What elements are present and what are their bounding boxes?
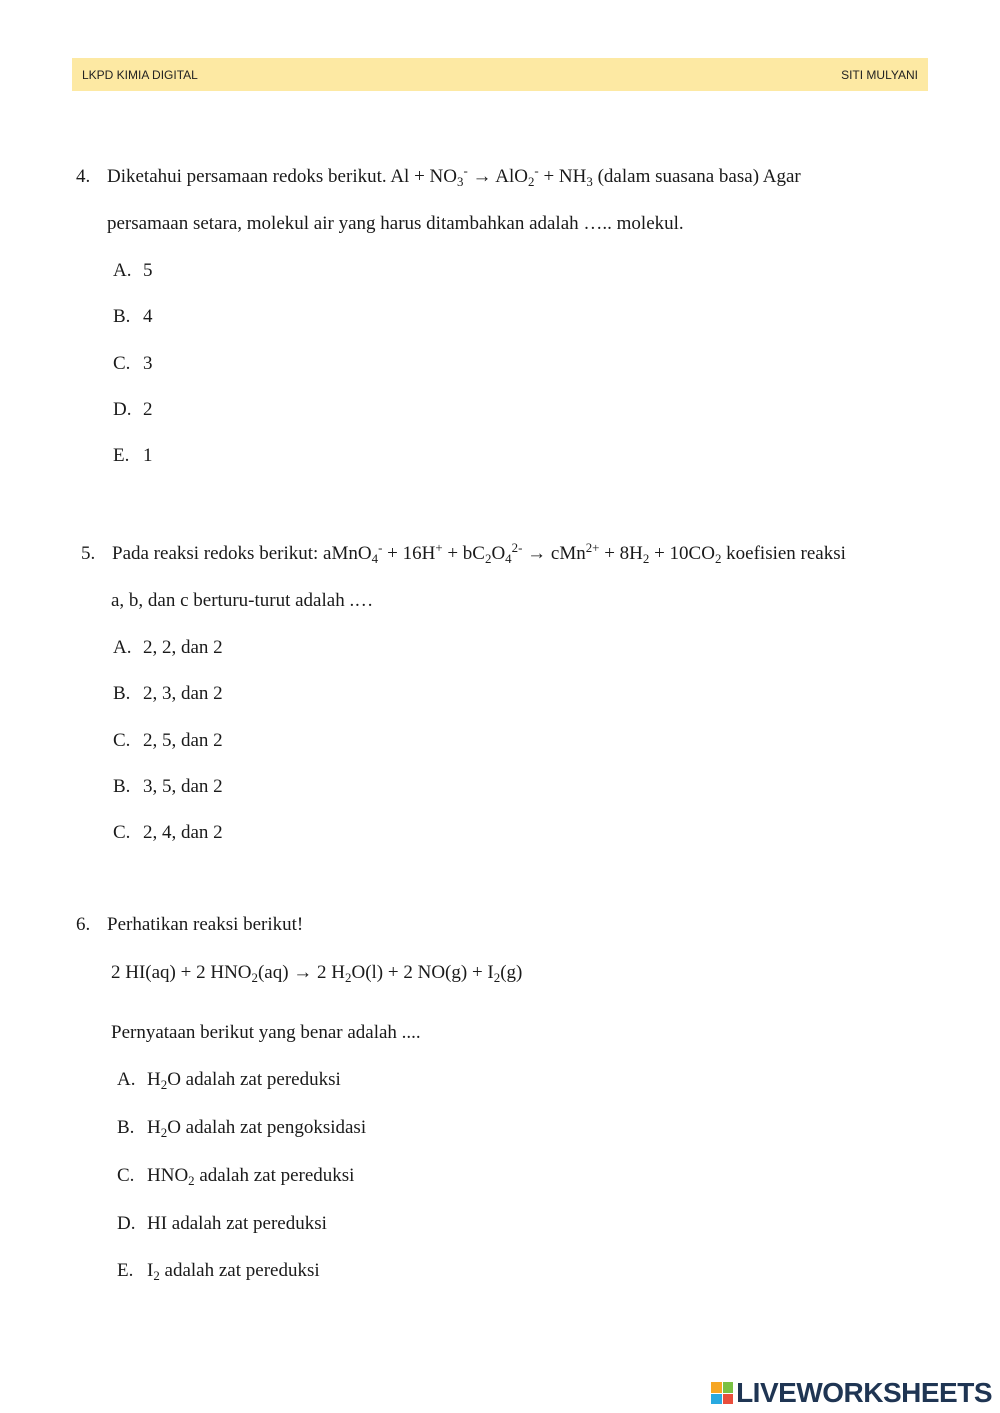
question-6-statement: Pernyataan berikut yang benar adalah .... bbox=[111, 1022, 421, 1043]
header-left-text: LKPD KIMIA DIGITAL bbox=[82, 68, 198, 82]
question-4-line-2: persamaan setara, molekul air yang harus ditambahkan adalah ….. molekul. bbox=[107, 213, 684, 234]
question-6-line-1 bbox=[76, 914, 303, 936]
question-5-line-2: a, b, dan c berturu-turut adalah .… bbox=[111, 590, 374, 611]
question-4-text: Diketahui persamaan redoks berikut. $Al + NO_3^- \to AlO_2^- + NH_3$ (dalam suasana basa) Agar bbox=[107, 162, 801, 189]
page-header bbox=[72, 58, 928, 91]
question-6-equation: 2 HI(aq) + 2 $HNO_2(aq) \to 2$ $H_2O(l) + 2$ $NO(g) + I_2(g)$ bbox=[111, 962, 523, 985]
question-4-number: 4. bbox=[76, 166, 91, 187]
question-6-option-b[interactable]: B. $H_2O$ adalah zat pengoksidasi bbox=[117, 1117, 367, 1140]
question-4-line-1 bbox=[76, 162, 801, 189]
question-5-line-1 bbox=[81, 539, 846, 566]
question-4-option-e[interactable]: E. 1 bbox=[113, 445, 153, 466]
question-5-text: Pada reaksi redoks berikut: aMnO$_4$- + $16H^+ + bC_2O_4^{2-} \to cMn^{2+} + 8H_2 + 10CO_2$ koefisien reaksi bbox=[112, 539, 846, 566]
question-6-intro: Perhatikan reaksi berikut! bbox=[107, 914, 304, 935]
question-5-option-4[interactable]: B. 3, 5, dan 2 bbox=[113, 776, 223, 797]
liveworksheets-logo-text: LIVEWORKSHEETS bbox=[736, 1377, 992, 1408]
liveworksheets-logo bbox=[711, 1378, 992, 1408]
question-6-number: 6. bbox=[76, 914, 91, 935]
question-5-number: 5. bbox=[81, 543, 96, 564]
question-4-option-d[interactable]: D. 2 bbox=[113, 399, 153, 420]
question-6-option-e[interactable]: E. $I_2$ adalah zat pereduksi bbox=[117, 1260, 320, 1283]
question-6-option-c[interactable]: C. $HNO_2$ adalah zat pereduksi bbox=[117, 1165, 355, 1188]
question-6-option-a[interactable]: A. $H_2O$ adalah zat pereduksi bbox=[117, 1069, 341, 1092]
question-6-option-d[interactable]: D. HI adalah zat pereduksi bbox=[117, 1213, 327, 1234]
question-5-option-1[interactable]: A. 2, 2, dan 2 bbox=[113, 637, 223, 658]
question-5-option-2[interactable]: B. 2, 3, dan 2 bbox=[113, 683, 223, 704]
question-4-option-a[interactable]: A. 5 bbox=[113, 260, 153, 281]
liveworksheets-logo-icon bbox=[711, 1382, 733, 1404]
question-4-option-b[interactable]: B. 4 bbox=[113, 306, 153, 327]
header-right-text: SITI MULYANI bbox=[841, 68, 918, 82]
question-4-option-c[interactable]: C. 3 bbox=[113, 353, 153, 374]
question-5-option-3[interactable]: C. 2, 5, dan 2 bbox=[113, 730, 223, 751]
question-5-option-5[interactable]: C. 2, 4, dan 2 bbox=[113, 822, 223, 843]
